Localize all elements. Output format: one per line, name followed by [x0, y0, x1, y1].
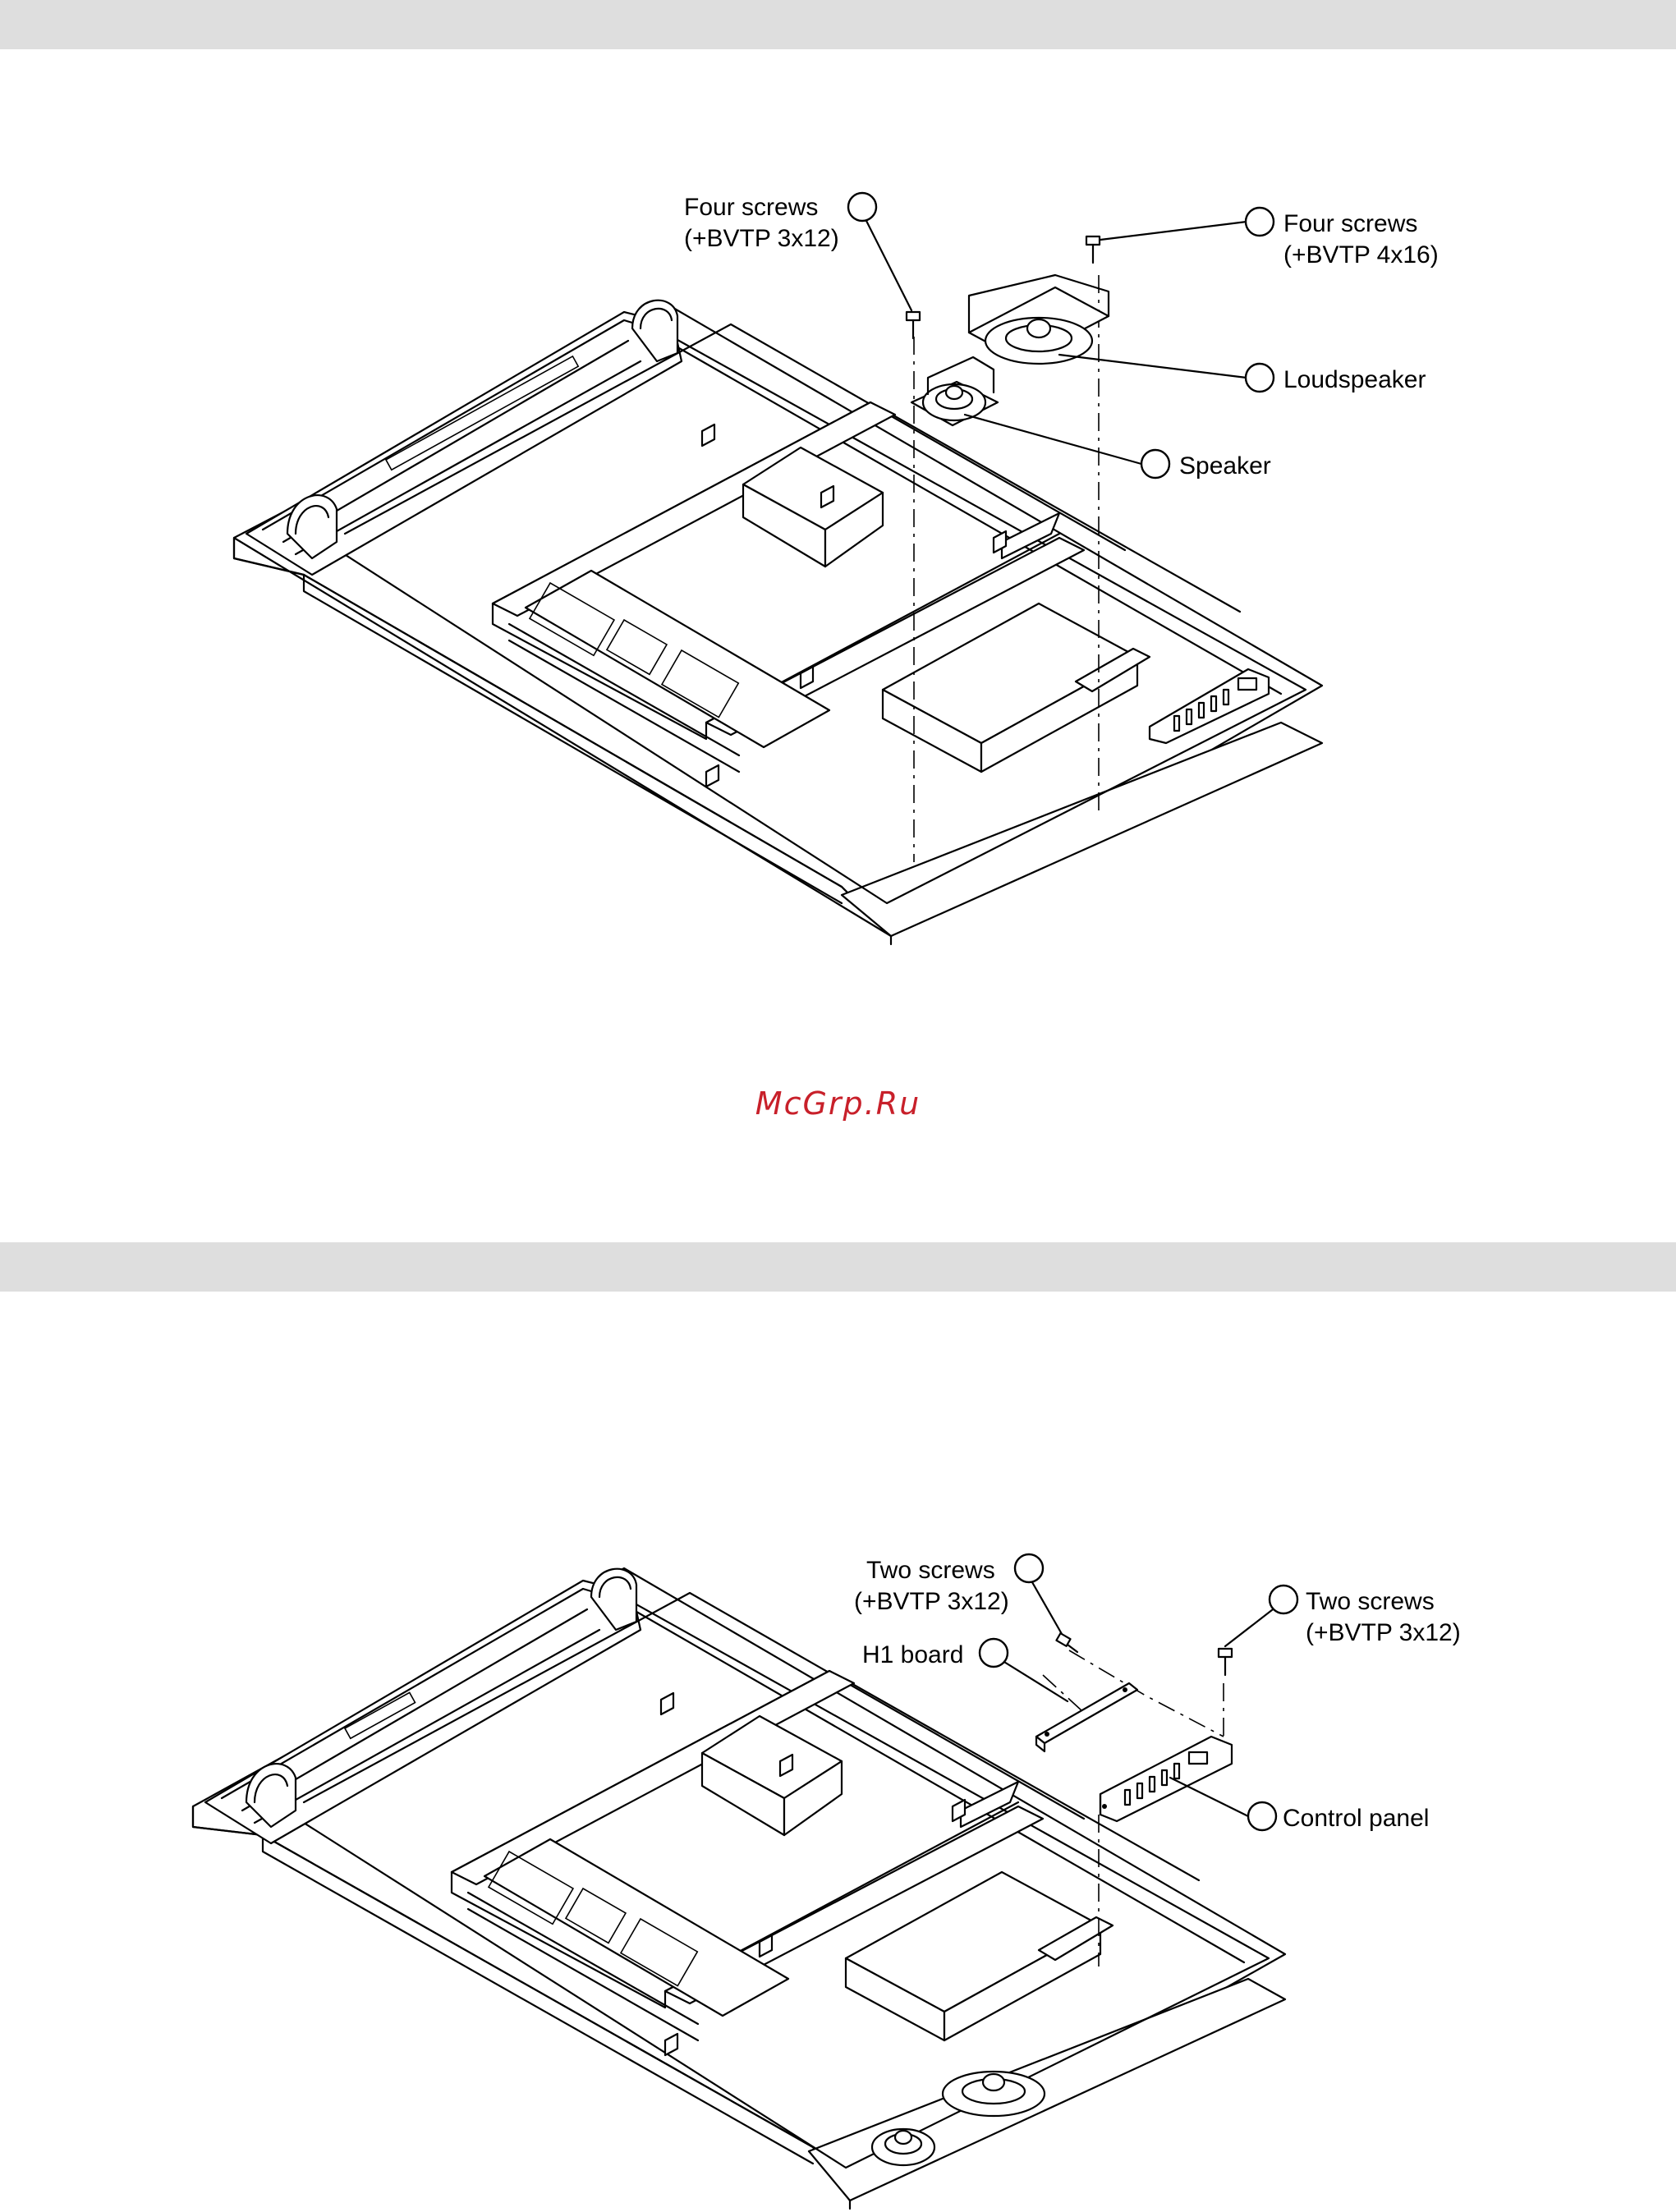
label-control-panel: Control panel	[1283, 1805, 1430, 1832]
assembly-line-h1	[1069, 1650, 1224, 1737]
label-two-screws-right-spec: (+BVTP 3x12)	[1306, 1619, 1461, 1646]
callout-circle-two-screws-right	[1270, 1586, 1297, 1613]
callout-circle-h1-board	[980, 1639, 1008, 1667]
label-h1-board: H1 board	[862, 1641, 964, 1668]
label-two-screws-right: Two screws	[1306, 1588, 1435, 1615]
screw-right-icon-bottom	[1219, 1649, 1232, 1675]
callout-circle-two-screws-left	[1015, 1554, 1043, 1582]
watermark: McGrp.Ru	[755, 1085, 921, 1122]
label-four-screws-left: Four screws	[684, 194, 819, 221]
h1-board-icon	[1036, 1683, 1137, 1751]
label-two-screws-left: Two screws	[866, 1557, 995, 1584]
chassis-unit-bottom	[193, 1568, 1285, 2209]
control-panel-icon	[1100, 1737, 1232, 1821]
label-four-screws-right-spec: (+BVTP 4x16)	[1283, 241, 1439, 268]
label-four-screws-right: Four screws	[1283, 210, 1418, 237]
label-two-screws-left-spec: (+BVTP 3x12)	[854, 1588, 1009, 1615]
label-speaker: Speaker	[1179, 452, 1271, 480]
screw-left-icon-bottom	[1056, 1633, 1077, 1652]
label-loudspeaker: Loudspeaker	[1283, 366, 1426, 393]
callout-circle-control-panel	[1248, 1802, 1276, 1830]
label-four-screws-left-spec: (+BVTP 3x12)	[684, 225, 839, 252]
